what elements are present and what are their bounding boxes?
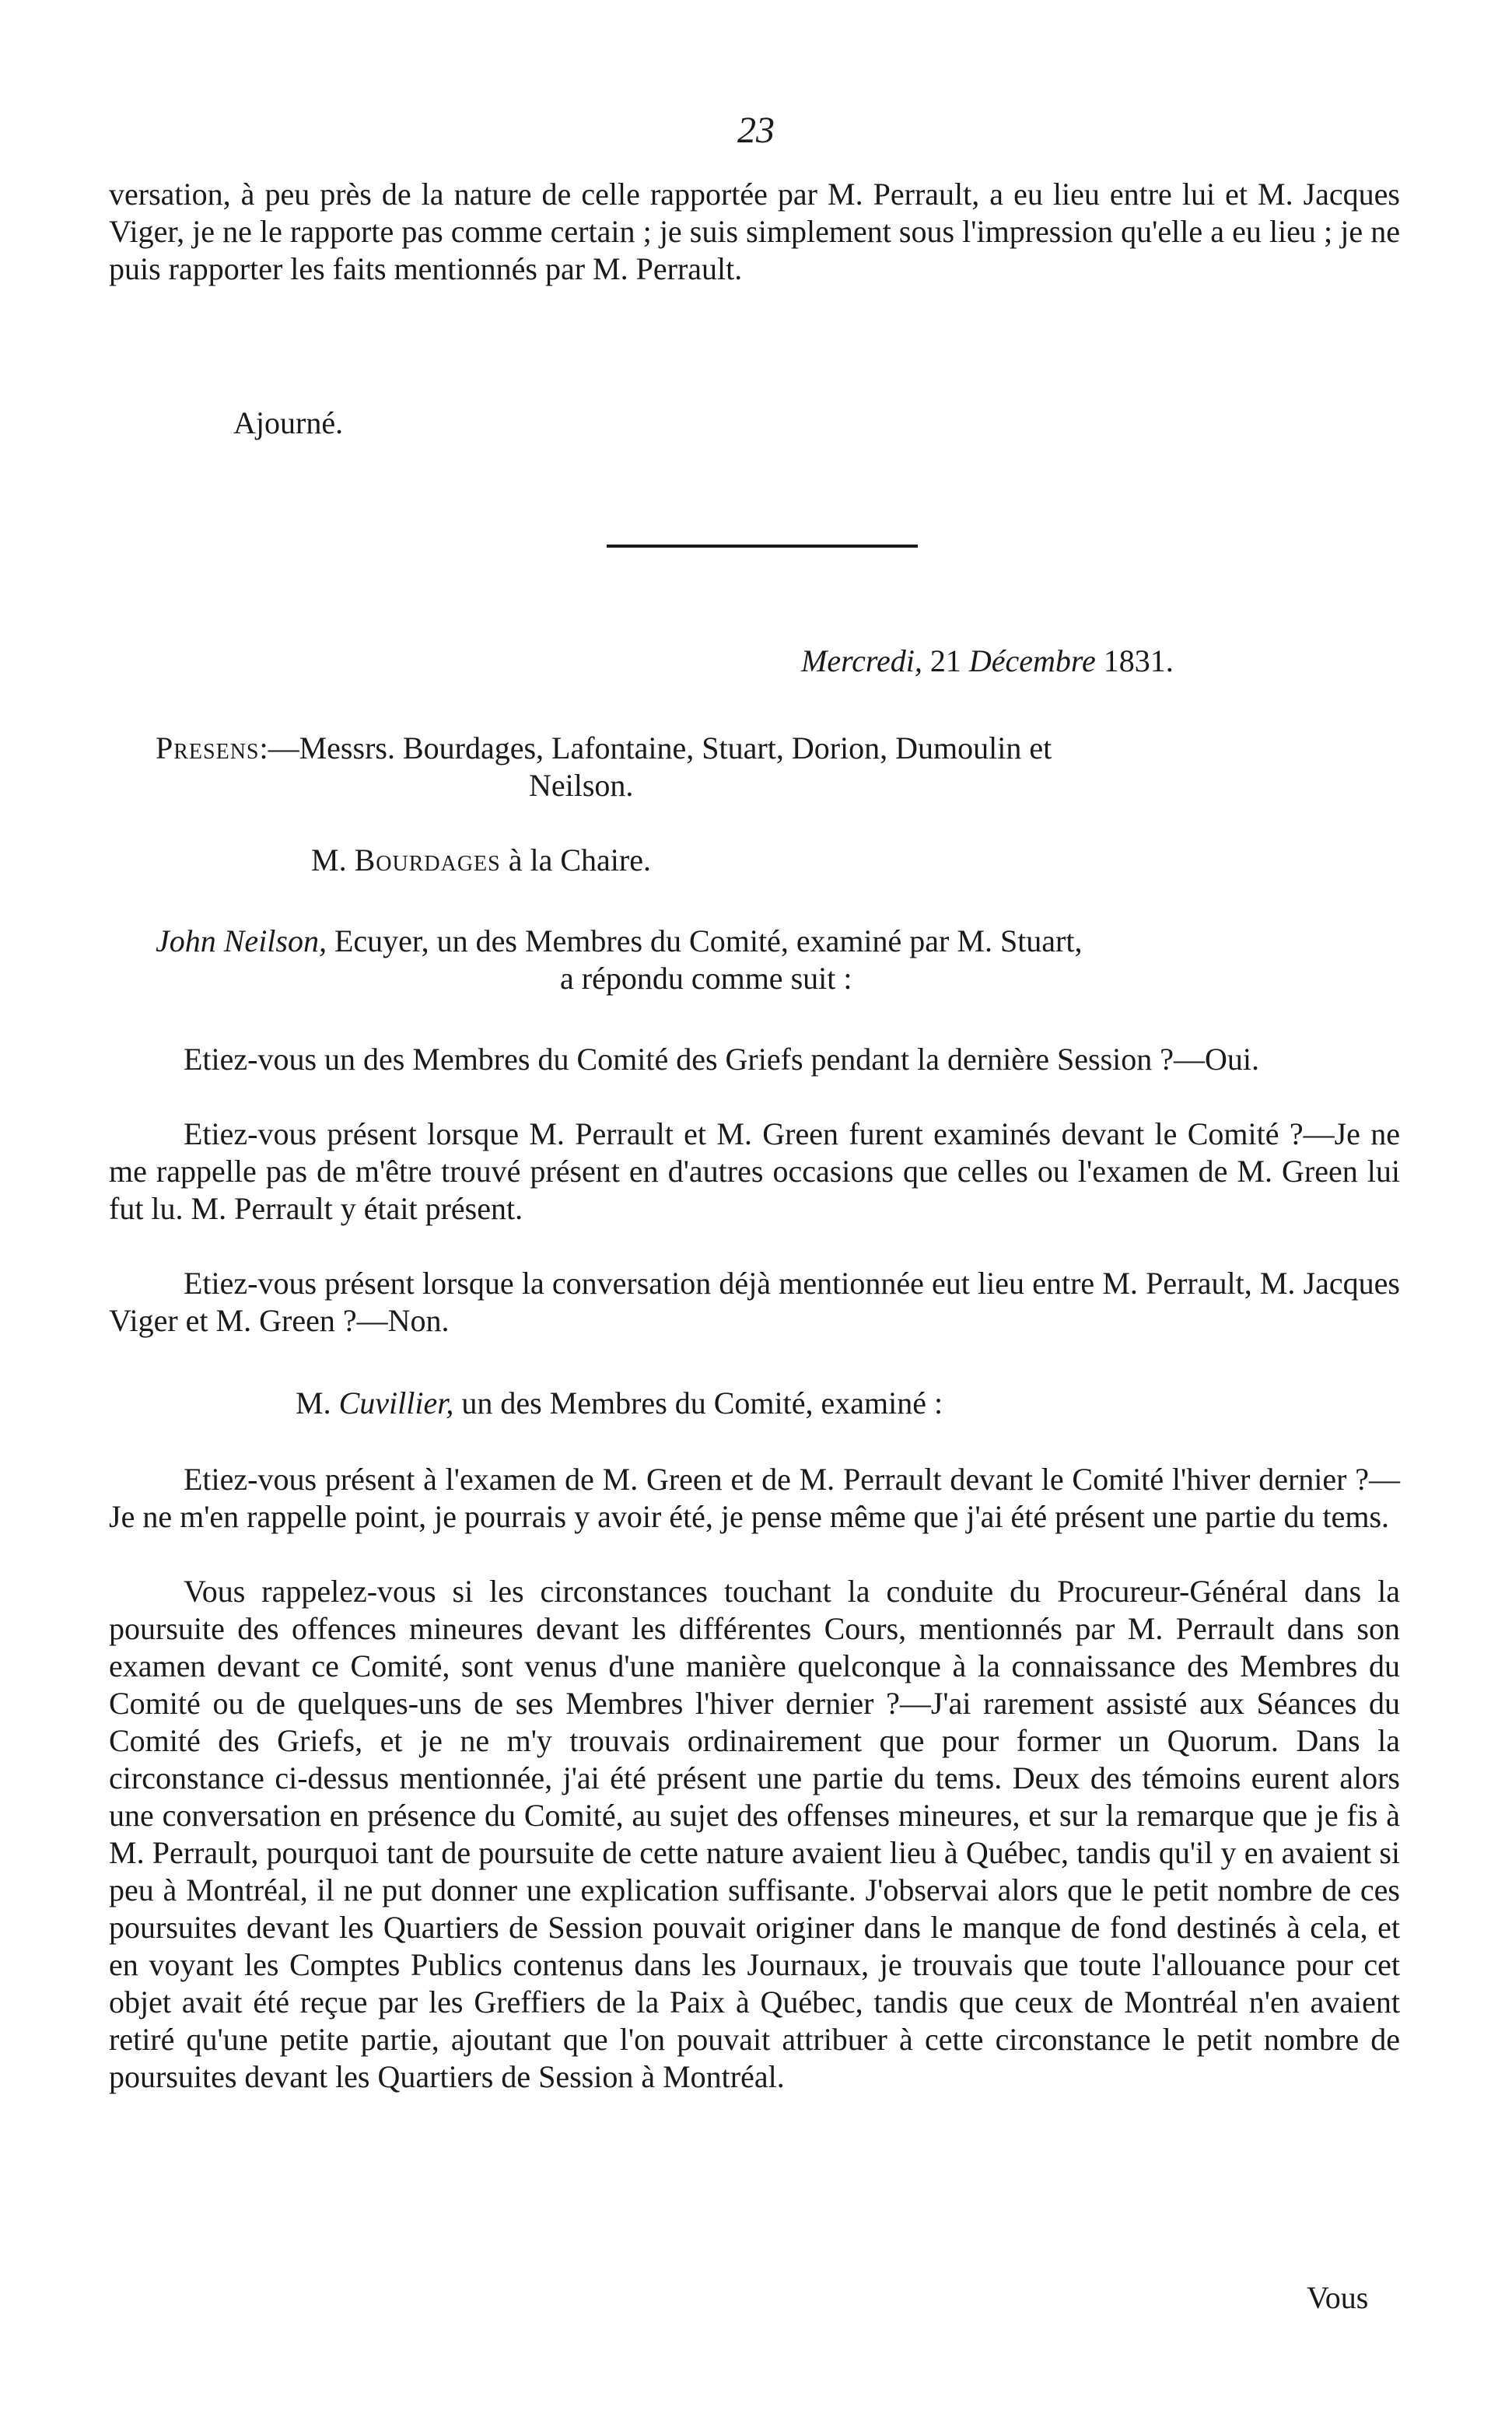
chair-name: Bourdages (354, 842, 501, 877)
chair-line (311, 842, 651, 878)
section-divider (607, 545, 918, 548)
presens-label: Presens (156, 730, 260, 765)
presens-names-1: :—Messrs. Bourdages, Lafontaine, Stuart, Dorion, Dumoulin et (259, 730, 1052, 765)
neilson-line2: a répondu comme suit : (560, 961, 852, 996)
question-1: Etiez-vous un des Membres du Comité des Griefs pendant la dernière Session ?—Oui. (184, 1042, 1260, 1077)
cuvillier-name: Cuvillier, (338, 1385, 454, 1420)
page-number: 23 (737, 110, 775, 151)
presens-block (156, 730, 1400, 804)
neilson-heading (156, 923, 1400, 997)
ajourne-line: Ajourné. (233, 405, 344, 440)
date-year: 1831. (1103, 643, 1174, 678)
question-3: Etiez-vous présent lorsque la conversation déjà mentionnée eut lieu entre M. Perrault, M. Jacques Viger et M. Green ?—Non. (109, 1266, 1400, 1338)
question-4: Etiez-vous présent à l'examen de M. Green et de M. Perrault devant le Comité l'hiver dernier ?—Je ne m'en rappelle point, je pourrais y avoir été, je pense même que j'ai été présent une partie du tems. (109, 1462, 1400, 1534)
catchword: Vous (1307, 2280, 1369, 2315)
presens-names-2: Neilson. (529, 768, 634, 803)
cuvillier-prefix: M. (296, 1385, 331, 1420)
date-day: Mercredi, (801, 643, 922, 678)
cuvillier-heading (296, 1385, 943, 1421)
session-date (801, 643, 1174, 679)
chair-prefix: M. (311, 842, 347, 877)
question-5: Vous rappelez-vous si les circonstances touchant la conduite du Procureur-Général dans la poursuite des offences mineures devant les différentes Cours, mentionnés par M. Perrault dans son examen devant ce Comité, sont venus d'une manière quelconque à la connaissance des Membres du Comité ou de quelques-uns de ses Membres l'hiver dernier ?—J'ai rarement assisté aux Séances du Comité des Griefs, et je ne m'y trouvais ordinairement que pour former un Quorum. Dans la circonstance ci-dessus mentionnée, j'ai été présent une partie du tems. Deux des témoins eurent alors une conversation en présence du Comité, au sujet des offenses mineures, et sur la remarque que je fis à M. Perrault, pourquoi tant de poursuite de cette nature avaient lieu à Québec, tandis qu'il y en avaient si peu à Montréal, il ne put donner une explication suffisante. J'observai alors que le petit nombre de ces poursuites devant les Quartiers de Session pouvait originer dans le manque de fond destinés à cela, et en voyant les Comptes Publics contenus dans les Journaux, je trouvais que toute l'allouance pour cet objet avait été reçue par les Greffiers de la Paix à Québec, tandis que ceux de Montréal n'en avaient retiré qu'une petite partie, ajoutant que l'on pouvait attribuer à cette circonstance le petit nombre de poursuites devant les Quartiers de Session à Montréal. (109, 1574, 1400, 2094)
date-num: 21 (929, 643, 961, 678)
neilson-name: John Neilson, (156, 923, 327, 958)
chair-rest: à la Chaire. (508, 842, 651, 877)
neilson-line1: Ecuyer, un des Membres du Comité, examiné par M. Stuart, (334, 923, 1083, 958)
continuation-paragraph: versation, à peu près de la nature de celle rapportée par M. Perrault, a eu lieu entre lui et M. Jacques Viger, je ne le rapporte pas comme certain ; je suis simplement sous l'impression qu'elle a eu lieu ; je ne puis rapporter les faits mentionnés par M. Perrault. (109, 177, 1400, 286)
question-2: Etiez-vous présent lorsque M. Perrault et M. Green furent examinés devant le Comité ?—Je ne me rappelle pas de m'être trouvé présent en d'autres occasions que celles ou l'examen de M. Green lui fut lu. M. Perrault y était présent. (109, 1116, 1400, 1226)
cuvillier-rest: un des Membres du Comité, examiné : (461, 1385, 943, 1420)
date-month: Décembre (968, 643, 1096, 678)
